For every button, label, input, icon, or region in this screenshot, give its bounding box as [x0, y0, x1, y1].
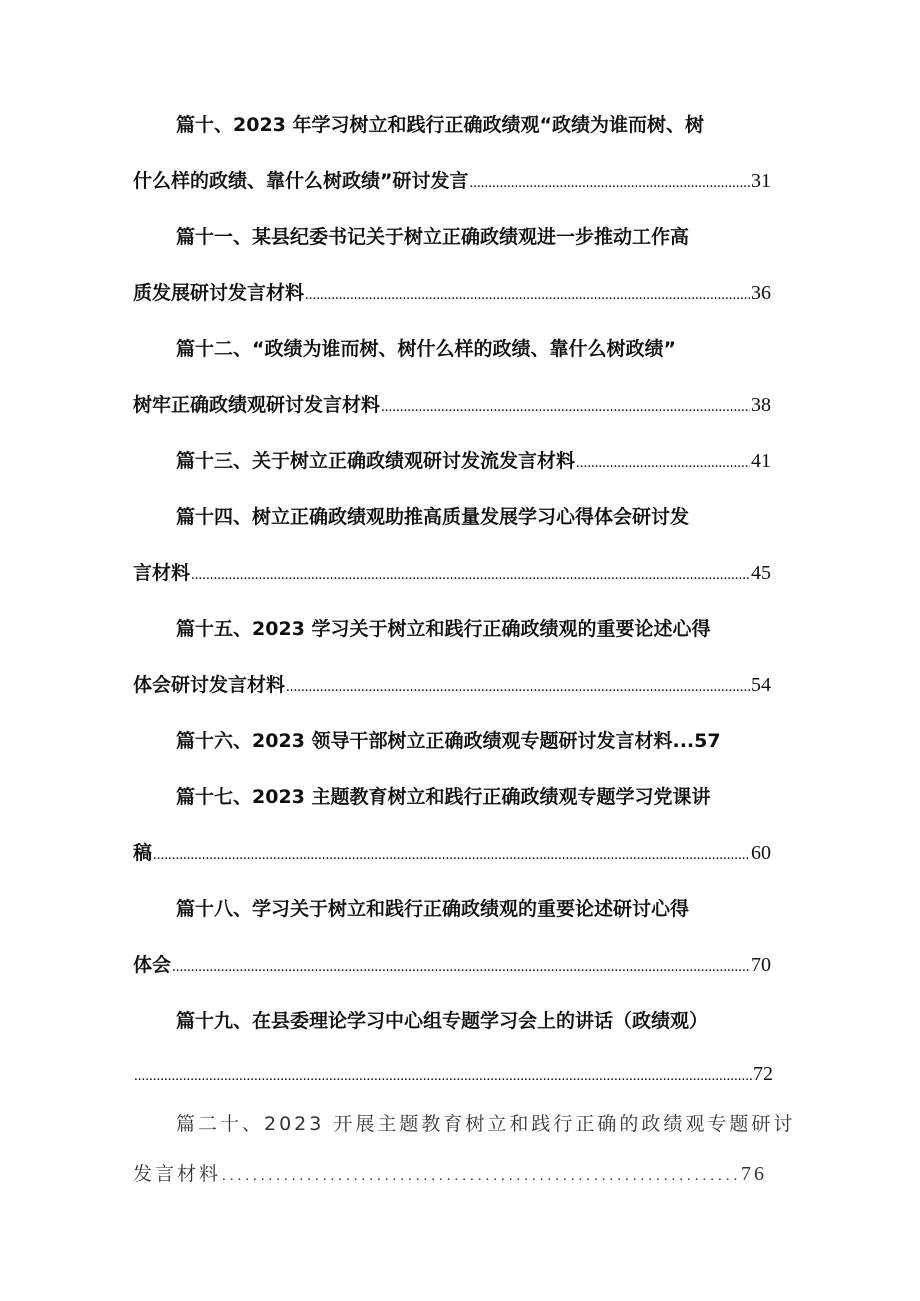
dot-leader	[134, 1062, 752, 1090]
toc-entry-14-continuation[interactable]: 言材料 ..... 45	[133, 559, 771, 589]
page-number: 60	[751, 842, 771, 864]
page-number: 38	[751, 394, 771, 416]
page-number: 36	[751, 282, 771, 304]
page-number: 41	[751, 450, 771, 472]
page-number: 54	[751, 674, 771, 696]
toc-entry-11-continuation[interactable]: 质发展研讨发言材料 ..... 36	[133, 279, 771, 309]
dot-leader	[286, 673, 750, 701]
toc-entry-10-title[interactable]: 篇十、2023 年学习树立和践行正确政绩观“政绩为谁而树、树	[176, 114, 704, 136]
dot-leader	[191, 561, 750, 589]
toc-entry-16[interactable]: 篇十六、2023 领导干部树立正确政绩观专题研讨发言材料...57	[176, 730, 721, 752]
toc-entry-19-continuation[interactable]	[133, 1060, 773, 1090]
toc-entry-18-continuation[interactable]: 体会 ..... 70	[133, 951, 771, 981]
dot-leader	[305, 281, 750, 309]
dot-leader	[172, 953, 750, 981]
page-number: 45	[751, 562, 771, 584]
toc-entry-12-title[interactable]: 篇十二、“政绩为谁而树、树什么样的政绩、靠什么树政绩”	[176, 338, 676, 360]
page-number: 31	[751, 170, 771, 192]
toc-entry-10-continuation[interactable]: 什么样的政绩、靠什么树政绩”研讨发言 ..... 31	[133, 167, 771, 197]
toc-entry-19-title[interactable]: 篇十九、在县委理论学习中心组专题学习会上的讲话（政绩观）	[176, 1010, 709, 1032]
toc-entry-20-title[interactable]: 篇二十、2023 开展主题教育树立和践行正确的政绩观专题研讨	[176, 1113, 796, 1135]
dot-leader	[470, 169, 751, 197]
toc-entry-11-title[interactable]: 篇十一、某县纪委书记关于树立正确政绩观进一步推动工作高	[176, 226, 690, 248]
dot-leader	[576, 449, 750, 477]
toc-entry-12-continuation[interactable]: 树牢正确政绩观研讨发言材料 ..... 38	[133, 391, 771, 421]
toc-entry-15-title[interactable]: 篇十五、2023 学习关于树立和践行正确政绩观的重要论述心得	[176, 618, 711, 640]
page-number: 76	[741, 1163, 767, 1185]
page-number: 70	[751, 954, 771, 976]
dot-leader	[381, 393, 750, 421]
toc-entry-15-continuation[interactable]: 体会研讨发言材料 ..... 54	[133, 671, 771, 701]
page-number: 72	[753, 1063, 773, 1085]
toc-entry-18-title[interactable]: 篇十八、学习关于树立和践行正确政绩观的重要论述研讨心得	[176, 898, 690, 920]
dot-leader	[222, 1162, 740, 1190]
toc-entry-13[interactable]: 篇十三、关于树立正确政绩观研讨发流发言材料 ..... 41	[176, 447, 771, 477]
toc-entry-17-title[interactable]: 篇十七、2023 主题教育树立和践行正确政绩观专题学习党课讲	[176, 786, 711, 808]
dot-leader	[153, 841, 750, 869]
toc-entry-17-continuation[interactable]: 稿 ..... 60	[133, 839, 771, 869]
toc-entry-20-continuation[interactable]: 发言材料 ..... 76	[133, 1160, 767, 1190]
toc-entry-14-title[interactable]: 篇十四、树立正确政绩观助推高质量发展学习心得体会研讨发	[176, 506, 690, 528]
